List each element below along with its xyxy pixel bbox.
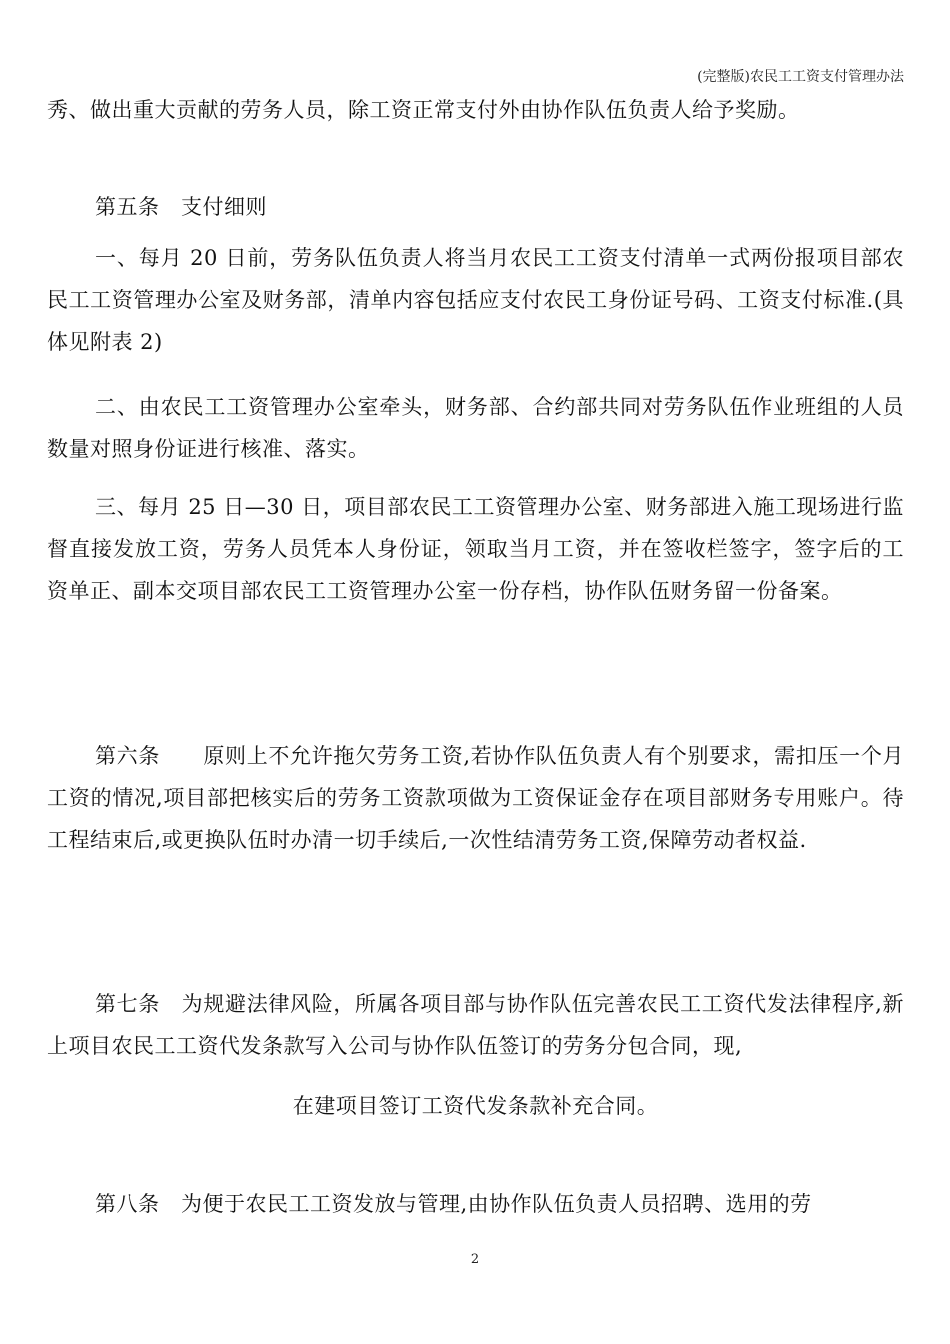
article-8: 第八条 为便于农民工工资发放与管理,由协作队伍负责人员招聘、选用的劳: [95, 1192, 812, 1216]
document-page: [47, 0, 904, 1344]
article-5-heading: 第五条 支付细则: [95, 195, 267, 219]
article-6: 第六条 原则上不允许拖欠劳务工资,若协作队伍负责人有个别要求，需扣压一个月工资的情况,项目部把核实后的劳务工资款项做为工资保证金存在项目部财务专用账户。待工程结束后,或更换队伍时办清一切手续后,一次性结清劳务工资,保障劳动者权益.: [47, 744, 904, 852]
article-7-continuation: 在建项目签订工资代发条款补充合同。: [292, 1094, 659, 1118]
article-5-item-1: 一、每月 20 日前，劳务队伍负责人将当月农民工工资支付清单一式两份报项目部农民工工资管理办公室及财务部，清单内容包括应支付农民工身份证号码、工资支付标准.(具体见附表 2): [47, 246, 904, 354]
paragraph-continuation: 秀、做出重大贡献的劳务人员，除工资正常支付外由协作队伍负责人给予奖励。: [47, 98, 800, 122]
article-7: 第七条 为规避法律风险，所属各项目部与协作队伍完善农民工工资代发法律程序,新上项目农民工工资代发条款写入公司与协作队伍签订的劳务分包合同，现,: [47, 992, 904, 1058]
article-5-item-2: 二、由农民工工资管理办公室牵头，财务部、合约部共同对劳务队伍作业班组的人员数量对照身份证进行核准、落实。: [47, 395, 904, 461]
document-header-title: (完整版)农民工工资支付管理办法: [697, 69, 904, 85]
page-number: 2: [470, 1252, 480, 1267]
article-5-item-3: 三、每月 25 日—30 日，项目部农民工工资管理办公室、财务部进入施工现场进行监督直接发放工资，劳务人员凭本人身份证，领取当月工资，并在签收栏签字，签字后的工资单正、副本交项目部农民工工资管理办公室一份存档，协作队伍财务留一份备案。: [47, 495, 904, 603]
